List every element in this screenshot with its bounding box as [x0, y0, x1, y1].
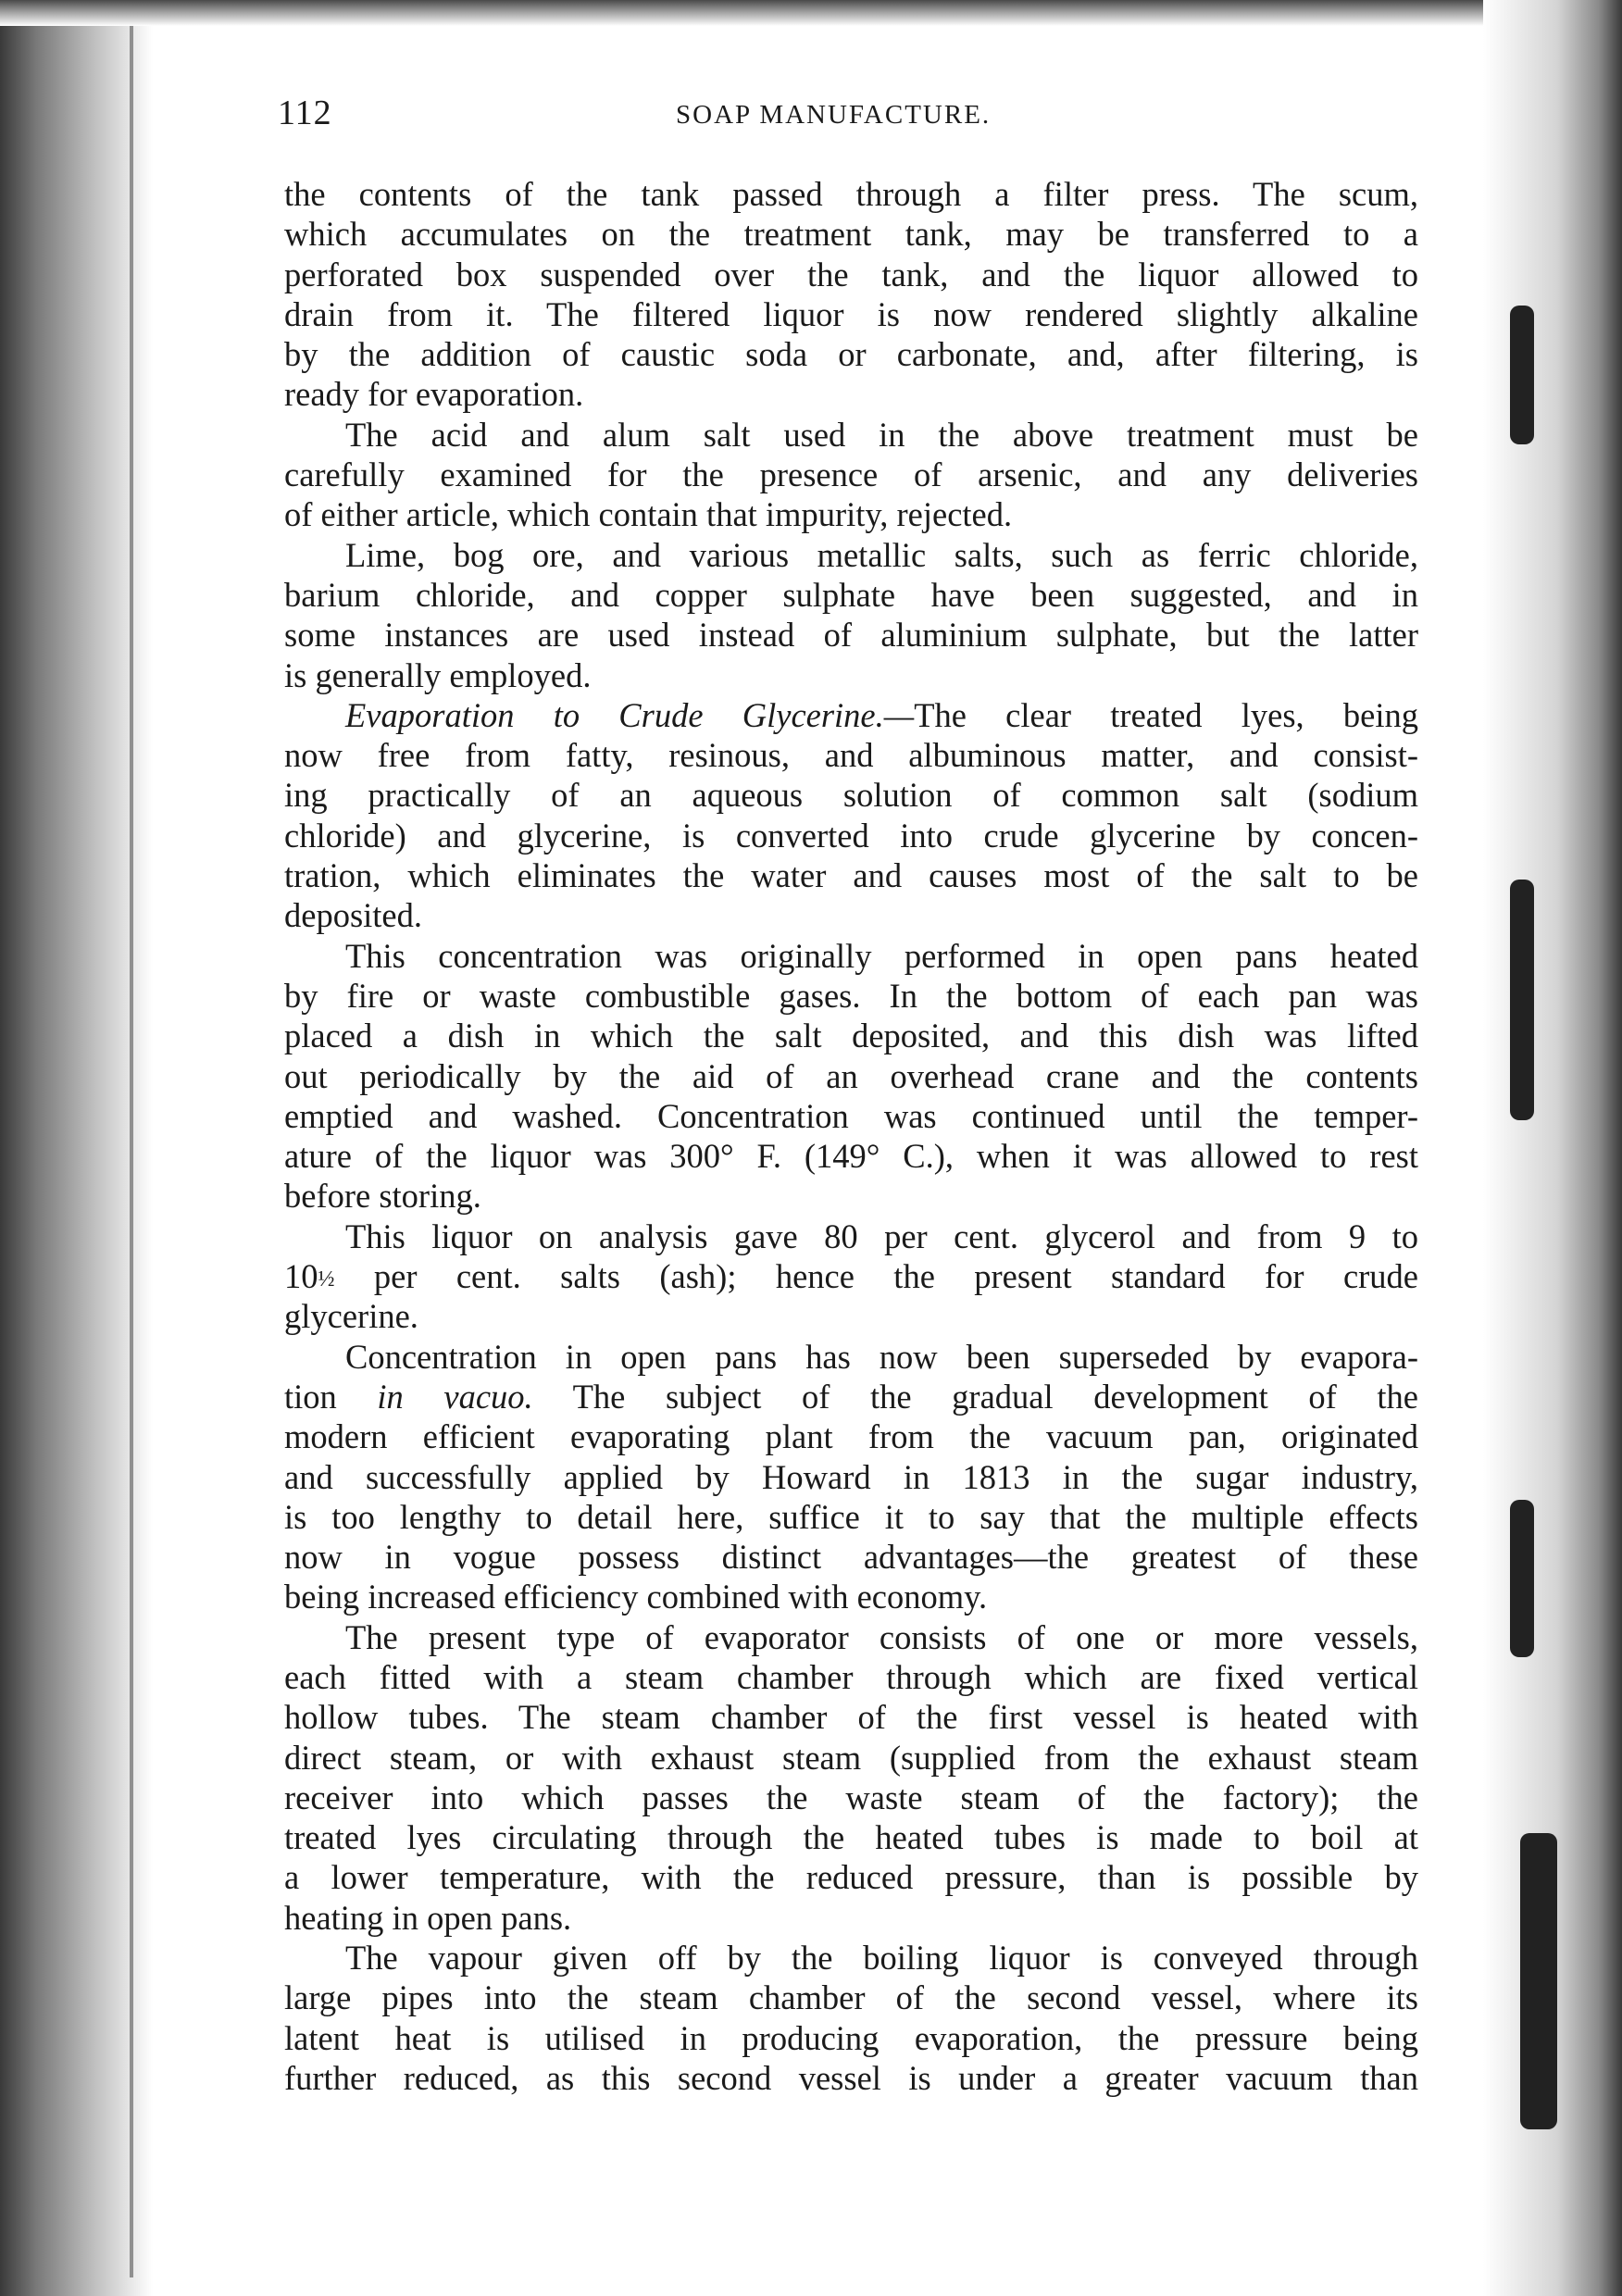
text-line [284, 695, 1418, 735]
text-line: ready for evaporation. [284, 375, 584, 414]
page-edge-damage [1520, 1833, 1557, 2129]
text-line: deposited. [284, 896, 423, 935]
book-spine-shadow [130, 19, 133, 2277]
page-header [278, 93, 1426, 148]
text-line: by the addition of caustic soda or carbonate, and, after filtering, is [284, 335, 1418, 374]
text-line: drain from it. The filtered liquor is now rendered slightly alkaline [284, 294, 1418, 333]
text-line-prefix: tion [284, 1377, 378, 1416]
text-line: and successfully applied by Howard in 1813 in the sugar industry, [284, 1457, 1418, 1496]
text-line: This liquor on analysis gave 80 per cent. glycerol and from 9 to [345, 1217, 1418, 1255]
text-line: each fitted with a steam chamber through which are fixed vertical [284, 1657, 1418, 1696]
text-line-rest: per cent. salts (ash); hence the present standard for crude [373, 1257, 1419, 1296]
text-line: barium chloride, and copper sulphate have been suggested, and in [284, 575, 1418, 614]
text-line: Lime, bog ore, and various metallic salts, such as ferric chloride, [345, 535, 1418, 574]
text-line: by fire or waste combustible gases. In the bottom of each pan was [284, 976, 1418, 1015]
text-line: This concentration was originally performed in open pans heated [345, 936, 1418, 975]
text-line: receiver into which passes the waste steam of the factory); the [284, 1778, 1418, 1816]
text-line [284, 1377, 1418, 1416]
page-edge-damage [1510, 880, 1534, 1120]
page-number: 112 [278, 94, 332, 132]
text-line: chloride) and glycerine, is converted into crude glycerine by concen- [284, 816, 1418, 855]
latin-phrase: in vacuo. [377, 1377, 533, 1416]
text-line: The present type of evaporator consists of one or more vessels, [345, 1617, 1418, 1656]
text-line: The vapour given off by the boiling liquor is conveyed through [345, 1939, 1418, 1978]
text-line: ature of the liquor was 300° F. (149° C.), when it was allowed to rest [284, 1137, 1418, 1176]
text-line: glycerine. [284, 1297, 418, 1336]
text-line: ing practically of an aqueous solution of common salt (sodium [284, 776, 1418, 815]
text-line: treated lyes circulating through the heated tubes is made to boil at [284, 1818, 1418, 1857]
text-line: carefully examined for the presence of arsenic, and any deliveries [284, 455, 1418, 494]
running-head: SOAP MANUFACTURE. [676, 100, 992, 130]
text-line: is generally employed. [284, 655, 592, 694]
text-line: being increased efficiency combined with economy. [284, 1578, 988, 1616]
text-line: is too lengthy to detail here, suffice it to say that the multiple effects [284, 1497, 1418, 1536]
section-heading: Evaporation to Crude Glycerine.— [345, 695, 915, 734]
text-line: before storing. [284, 1177, 481, 1216]
text-line: tration, which eliminates the water and causes most of the salt to be [284, 856, 1418, 895]
body-text [284, 174, 1418, 2098]
text-line: The acid and alum salt used in the above treatment must be [345, 415, 1418, 454]
page-edge-damage [1510, 1500, 1534, 1657]
text-line: which accumulates on the treatment tank, may be transferred to a [284, 215, 1418, 254]
text-line: further reduced, as this second vessel is under a greater vacuum than [284, 2058, 1418, 2097]
text-line [284, 1256, 1418, 1296]
text-line-rest: The clear treated lyes, being [914, 695, 1418, 734]
text-line: now in vogue possess distinct advantages—the greatest of these [284, 1538, 1418, 1577]
text-line: hollow tubes. The steam chamber of the first vessel is heated with [284, 1698, 1418, 1737]
text-line-rest: The subject of the gradual development of the [572, 1377, 1418, 1416]
text-line: some instances are used instead of aluminium sulphate, but the latter [284, 616, 1418, 655]
text-line: modern efficient evaporating plant from the vacuum pan, originated [284, 1417, 1418, 1456]
text-line: the contents of the tank passed through a filter press. The scum, [284, 175, 1418, 213]
fraction-half: ½ [318, 1267, 335, 1292]
number-ten: 10 [284, 1257, 318, 1296]
text-line: perforated box suspended over the tank, and the liquor allowed to [284, 255, 1418, 293]
text-line: now free from fatty, resinous, and albuminous matter, and consist- [284, 736, 1418, 775]
text-line: direct steam, or with exhaust steam (supplied from the exhaust steam [284, 1738, 1418, 1777]
text-line: large pipes into the steam chamber of the second vessel, where its [284, 1978, 1418, 2017]
text-line: of either article, which contain that impurity, rejected. [284, 495, 1013, 534]
text-line: placed a dish in which the salt deposited, and this dish was lifted [284, 1017, 1418, 1055]
text-line: heating in open pans. [284, 1898, 572, 1937]
page-edge-damage [1510, 306, 1534, 444]
text-line: a lower temperature, with the reduced pressure, than is possible by [284, 1858, 1418, 1897]
scan-top-edge [0, 0, 1622, 26]
text-line: out periodically by the aid of an overhead crane and the contents [284, 1056, 1418, 1095]
text-line: emptied and washed. Concentration was continued until the temper- [284, 1096, 1418, 1135]
text-line: Concentration in open pans has now been superseded by evapora- [345, 1337, 1418, 1376]
text-line: latent heat is utilised in producing evaporation, the pressure being [284, 2018, 1418, 2057]
